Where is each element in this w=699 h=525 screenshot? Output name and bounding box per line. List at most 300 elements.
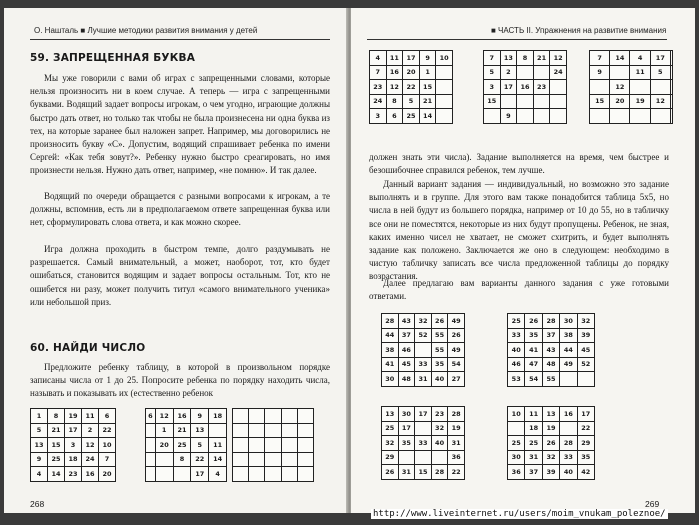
- grid-cell: 3: [484, 80, 501, 95]
- grid-cell: 30: [382, 372, 399, 387]
- grid-row: [382, 450, 465, 465]
- grid-row: [590, 109, 673, 124]
- grid-row: [382, 465, 465, 480]
- grid-row: [590, 51, 673, 66]
- grid-cell: [281, 452, 297, 467]
- grid-cell: 24: [550, 65, 567, 80]
- grid-cell: 38: [382, 343, 399, 358]
- left-page-number: 268: [30, 499, 45, 509]
- right-page: [351, 8, 695, 513]
- grid-cell: 37: [542, 328, 559, 343]
- grid-cell: 49: [560, 357, 577, 372]
- grid-row: [382, 407, 465, 422]
- grid-cell: 48: [542, 357, 559, 372]
- number-grid: [369, 50, 453, 124]
- grid-cell: 16: [173, 409, 191, 424]
- left-running-head: О. Нашталь ■ Лучшие методики развития внимания у детей: [34, 26, 258, 35]
- grid-cell: 2: [500, 65, 517, 80]
- grid-row: [508, 407, 595, 422]
- grid-cell: 11: [630, 65, 650, 80]
- grid-cell: [233, 409, 249, 424]
- grid-cell: 39: [577, 328, 594, 343]
- grid-cell: [500, 94, 517, 109]
- grid-cell: 13: [542, 407, 559, 422]
- grid-cell: 26: [525, 314, 542, 329]
- grid-cell: [533, 109, 550, 124]
- number-grid: [589, 50, 673, 124]
- section-59-title: 59. ЗАПРЕЩЕННАЯ БУКВА: [30, 52, 196, 64]
- grid-cell: 10: [436, 51, 453, 66]
- grid-cell: [297, 409, 313, 424]
- grid-cell: 23: [370, 80, 387, 95]
- grid-cell: [146, 467, 156, 482]
- grid-cell: 16: [560, 407, 577, 422]
- grid-cell: [155, 452, 173, 467]
- number-grid: [507, 313, 595, 387]
- grid-cell: [415, 450, 432, 465]
- grid-row: [484, 80, 567, 95]
- grid-cell: [146, 452, 156, 467]
- grid-cell: 35: [577, 450, 594, 465]
- number-grid: [145, 408, 227, 482]
- section-60-title: 60. НАЙДИ ЧИСЛО: [30, 342, 146, 354]
- grid-cell: 49: [448, 343, 465, 358]
- grid-cell: [431, 450, 448, 465]
- grid-row: [484, 51, 567, 66]
- number-grid: [30, 408, 116, 482]
- grid-cell: 15: [484, 94, 501, 109]
- grid-cell: 12: [386, 80, 403, 95]
- grid-cell: 44: [560, 343, 577, 358]
- grid-cell: 45: [577, 343, 594, 358]
- grid-cell: 43: [542, 343, 559, 358]
- grid-cell: 9: [419, 51, 436, 66]
- grid-cell: 22: [403, 80, 420, 95]
- grid-cell: [560, 372, 577, 387]
- grid-cell: [281, 423, 297, 438]
- grid-cell: 25: [508, 314, 525, 329]
- grid-cell: [436, 80, 453, 95]
- grid-cell: 19: [65, 409, 82, 424]
- grid-cell: 44: [382, 328, 399, 343]
- grid-cell: 49: [448, 314, 465, 329]
- grid-cell: 17: [577, 407, 594, 422]
- grid-cell: 10: [508, 407, 525, 422]
- grid-cell: 15: [590, 94, 610, 109]
- grid-cell: [249, 438, 265, 453]
- grid-cell: [146, 423, 156, 438]
- grid-cell: 14: [209, 452, 227, 467]
- grid-cell: [630, 109, 650, 124]
- grid-row: [508, 314, 595, 329]
- grid-cell: 12: [650, 94, 670, 109]
- grid-cell: 36: [448, 450, 465, 465]
- grid-cell: 52: [415, 328, 432, 343]
- grid-row: [146, 438, 227, 453]
- grid-cell: 17: [398, 421, 415, 436]
- right-paragraph-2: Данный вариант задания — индивидуальный, но возможно это задание выполнять и в группе. Для этого вам также понадобится таблица 5х5, но числа в ней будут из большего порядка, например от 10 до 55, но в табличку все они не поместятся, некоторые из них будут пропущены. Ребенок, не зная, каких именно чисел не хватает, не сможет схитрить, и будет выполнять задание как положено. Заключается же оно в следующем: необходимо в чистую табличку записать все числа предложенной таблицы до порядку возрастания.: [369, 179, 669, 282]
- grid-cell: [650, 109, 670, 124]
- grid-cell: [297, 452, 313, 467]
- grid-cell: 5: [484, 65, 501, 80]
- grid-cell: 23: [65, 467, 82, 482]
- grid-cell: 15: [415, 465, 432, 480]
- grid-cell: 25: [48, 452, 65, 467]
- grid-cell: 40: [431, 372, 448, 387]
- grid-cell: [249, 423, 265, 438]
- grid-cell: 5: [31, 423, 48, 438]
- grid-cell: 17: [500, 80, 517, 95]
- grid-cell: [297, 423, 313, 438]
- grid-cell: 11: [82, 409, 99, 424]
- grid-cell: 8: [386, 94, 403, 109]
- grid-cell: 35: [398, 436, 415, 451]
- grid-cell: 55: [431, 328, 448, 343]
- grid-cell: 25: [173, 438, 191, 453]
- grid-row: [146, 409, 227, 424]
- grid-cell: 8: [517, 51, 534, 66]
- grid-cell: 13: [382, 407, 399, 422]
- grid-cell: 17: [65, 423, 82, 438]
- section-59-paragraph-1: Мы уже говорили с вами об играх с запрещенными словами, которые нельзя произносить ни в коем случае. А теперь — игра с запрещенными буквами. Водящий задает вопросы игрокам, о чем угодно, играющие должны быстро дать ответ, но только так чтобы не была произнесена ни одна буква из тех, на которые заранее был наложен запрет. Например, мы договорились не произносить букву «С». Допустим, водящий спрашивает ребенка по имени Сергей: «Как тебя зовут?». Ребенку нужно быстро среагировать, но имя произнести нельзя. Нужно дать ответ, например, «не помню». И так далее.: [30, 73, 330, 176]
- grid-row: [382, 357, 465, 372]
- right-running-head: ■ ЧАСТЬ II. Упражнения на развитие внимания: [491, 26, 667, 35]
- grid-cell: 26: [382, 465, 399, 480]
- grid-cell: 22: [448, 465, 465, 480]
- grid-row: [370, 109, 453, 124]
- grid-cell: 22: [191, 452, 209, 467]
- grid-cell: 29: [577, 436, 594, 451]
- grid-cell: 9: [500, 109, 517, 124]
- grid-cell: [249, 409, 265, 424]
- grid-cell: 12: [610, 80, 630, 95]
- grid-cell: [209, 423, 227, 438]
- grid-cell: 8: [48, 409, 65, 424]
- grid-cell: [415, 343, 432, 358]
- grid-cell: 1: [155, 423, 173, 438]
- grid-cell: [560, 421, 577, 436]
- grid-row: [590, 80, 673, 95]
- grid-row: [508, 450, 595, 465]
- grid-row: [31, 467, 116, 482]
- grid-cell: 19: [448, 421, 465, 436]
- grid-cell: [550, 109, 567, 124]
- grid-cell: 25: [403, 109, 420, 124]
- grid-cell: [670, 94, 672, 109]
- grid-cell: 6: [146, 409, 156, 424]
- grid-row: [31, 409, 116, 424]
- grid-cell: 21: [48, 423, 65, 438]
- right-paragraph-1: должен знать эти числа). Задание выполняется на время, чем быстрее и безошибочнее справился ребенок, тем лучше.: [369, 152, 669, 176]
- grid-cell: 3: [65, 438, 82, 453]
- grid-cell: [436, 109, 453, 124]
- grid-cell: 26: [431, 314, 448, 329]
- grid-row: [146, 452, 227, 467]
- number-grid: [381, 406, 465, 480]
- grid-cell: 18: [525, 421, 542, 436]
- grid-cell: 21: [419, 94, 436, 109]
- grid-cell: 13: [500, 51, 517, 66]
- grid-row: [31, 423, 116, 438]
- grid-cell: 39: [542, 465, 559, 480]
- grid-cell: 13: [191, 423, 209, 438]
- grid-cell: 23: [533, 80, 550, 95]
- grid-cell: 48: [398, 372, 415, 387]
- grid-cell: 24: [370, 94, 387, 109]
- grid-cell: 17: [403, 51, 420, 66]
- grid-cell: 5: [403, 94, 420, 109]
- grid-cell: [533, 94, 550, 109]
- grid-row: [233, 423, 314, 438]
- grid-row: [382, 328, 465, 343]
- grid-cell: 28: [542, 314, 559, 329]
- grid-cell: 40: [431, 436, 448, 451]
- grid-cell: 4: [370, 51, 387, 66]
- grid-cell: [590, 80, 610, 95]
- grid-cell: [297, 438, 313, 453]
- grid-row: [31, 438, 116, 453]
- grid-cell: 31: [525, 450, 542, 465]
- grid-cell: 22: [577, 421, 594, 436]
- grid-cell: 15: [419, 80, 436, 95]
- grid-row: [370, 80, 453, 95]
- grid-cell: 1: [31, 409, 48, 424]
- grid-cell: 3: [370, 109, 387, 124]
- section-59-paragraph-3: Игра должна проходить в быстром темпе, долго раздумывать не разрешается. Самый внимательный, а может, наоборот, тот, кто будет ошибаться, становится водящим и задает вопросы остальным. Тот, кто не ошибется ни разу, может получить титул «самого внимательного ученика» или небольшой приз.: [30, 244, 330, 307]
- grid-cell: 31: [448, 436, 465, 451]
- grid-cell: [577, 372, 594, 387]
- grid-cell: 4: [630, 51, 650, 66]
- grid-cell: [670, 65, 672, 80]
- grid-cell: 7: [590, 51, 610, 66]
- grid-cell: 29: [382, 450, 399, 465]
- grid-cell: 43: [398, 314, 415, 329]
- grid-cell: 9: [590, 65, 610, 80]
- grid-cell: [508, 421, 525, 436]
- grid-cell: [173, 467, 191, 482]
- grid-cell: 54: [525, 372, 542, 387]
- grid-cell: 5: [650, 65, 670, 80]
- grid-cell: [233, 438, 249, 453]
- grid-cell: 9: [31, 452, 48, 467]
- grid-row: [590, 94, 673, 109]
- grid-cell: [436, 65, 453, 80]
- grid-row: [508, 343, 595, 358]
- grid-cell: [517, 94, 534, 109]
- grid-cell: 40: [508, 343, 525, 358]
- number-grid: [381, 313, 465, 387]
- right-page-number: 269: [645, 499, 660, 509]
- grid-cell: [484, 109, 501, 124]
- grid-cell: 21: [533, 51, 550, 66]
- grid-cell: 11: [386, 51, 403, 66]
- grid-cell: 20: [155, 438, 173, 453]
- section-60-paragraph-1: Предложите ребенку таблицу, в которой в произвольном порядке записаны числа от 1 до 25. Попросите ребенка по порядку находить числа, называть и показывать их (естественно ребенок: [30, 362, 330, 399]
- grid-cell: 16: [517, 80, 534, 95]
- grid-cell: 53: [508, 372, 525, 387]
- grid-cell: 33: [415, 357, 432, 372]
- grid-cell: 2: [82, 423, 99, 438]
- grid-cell: 46: [398, 343, 415, 358]
- grid-cell: 55: [542, 372, 559, 387]
- grid-row: [382, 314, 465, 329]
- grid-cell: 36: [508, 465, 525, 480]
- grid-cell: 14: [48, 467, 65, 482]
- grid-cell: 17: [415, 407, 432, 422]
- grid-cell: 54: [448, 357, 465, 372]
- grid-cell: 28: [382, 314, 399, 329]
- grid-cell: [610, 109, 630, 124]
- grid-cell: 5: [191, 438, 209, 453]
- grid-cell: 35: [525, 328, 542, 343]
- grid-row: [370, 65, 453, 80]
- grid-cell: [233, 467, 249, 482]
- grid-row: [233, 467, 314, 482]
- grid-cell: 19: [630, 94, 650, 109]
- grid-row: [484, 94, 567, 109]
- section-59-paragraph-2: Водящий по очереди обращается с разными вопросами к игрокам, а те должны, вспомнив, есть ли в предполагаемом ответе запрещенная буква или нет, сформулировать слова ответа, и как можно скорее.: [30, 191, 330, 228]
- grid-row: [233, 438, 314, 453]
- grid-cell: 20: [403, 65, 420, 80]
- grid-cell: 8: [173, 452, 191, 467]
- grid-cell: 33: [560, 450, 577, 465]
- grid-row: [382, 372, 465, 387]
- grid-cell: 32: [415, 314, 432, 329]
- grid-cell: 52: [577, 357, 594, 372]
- grid-cell: [281, 409, 297, 424]
- grid-cell: [533, 65, 550, 80]
- grid-cell: [146, 438, 156, 453]
- grid-cell: 41: [525, 343, 542, 358]
- right-paragraph-3: Далее предлагаю вам варианты данного задания с уже готовыми ответами.: [369, 278, 669, 302]
- grid-cell: 47: [525, 357, 542, 372]
- grid-cell: [265, 467, 281, 482]
- grid-row: [382, 421, 465, 436]
- grid-cell: 12: [550, 51, 567, 66]
- grid-cell: 7: [484, 51, 501, 66]
- grid-row: [146, 467, 227, 482]
- grid-cell: 28: [560, 436, 577, 451]
- grid-cell: 15: [48, 438, 65, 453]
- grid-cell: 32: [382, 436, 399, 451]
- grid-cell: [670, 80, 672, 95]
- grid-row: [370, 51, 453, 66]
- grid-cell: [630, 80, 650, 95]
- grid-cell: [398, 450, 415, 465]
- grid-cell: 22: [99, 423, 116, 438]
- grid-cell: 23: [431, 407, 448, 422]
- grid-cell: 19: [542, 421, 559, 436]
- grid-row: [484, 109, 567, 124]
- grid-row: [508, 372, 595, 387]
- grid-cell: 26: [542, 436, 559, 451]
- grid-cell: 37: [398, 328, 415, 343]
- grid-cell: 16: [82, 467, 99, 482]
- grid-row: [484, 65, 567, 80]
- grid-row: [508, 421, 595, 436]
- grid-cell: [610, 65, 630, 80]
- grid-cell: [590, 109, 610, 124]
- grid-cell: [155, 467, 173, 482]
- grid-cell: 40: [560, 465, 577, 480]
- grid-cell: 1: [419, 65, 436, 80]
- grid-cell: 31: [415, 372, 432, 387]
- grid-row: [233, 409, 314, 424]
- grid-cell: 35: [431, 357, 448, 372]
- grid-cell: 55: [431, 343, 448, 358]
- grid-cell: 7: [370, 65, 387, 80]
- grid-cell: 32: [577, 314, 594, 329]
- grid-cell: 20: [99, 467, 116, 482]
- grid-cell: [415, 421, 432, 436]
- grid-cell: [233, 452, 249, 467]
- grid-cell: 9: [191, 409, 209, 424]
- grid-cell: 6: [99, 409, 116, 424]
- number-grid: [507, 406, 595, 480]
- grid-row: [508, 465, 595, 480]
- grid-cell: 41: [382, 357, 399, 372]
- grid-row: [382, 343, 465, 358]
- grid-cell: 4: [31, 467, 48, 482]
- grid-cell: 45: [398, 357, 415, 372]
- grid-cell: 32: [431, 421, 448, 436]
- grid-cell: 6: [386, 109, 403, 124]
- grid-row: [590, 65, 673, 80]
- grid-row: [382, 436, 465, 451]
- grid-cell: 14: [610, 51, 630, 66]
- grid-cell: 18: [65, 452, 82, 467]
- grid-cell: [436, 94, 453, 109]
- grid-cell: 27: [448, 372, 465, 387]
- grid-row: [508, 436, 595, 451]
- grid-cell: 28: [431, 465, 448, 480]
- left-head-rule: [30, 39, 330, 40]
- grid-cell: 25: [525, 436, 542, 451]
- grid-cell: [670, 51, 672, 66]
- grid-cell: 17: [650, 51, 670, 66]
- grid-cell: 25: [382, 421, 399, 436]
- grid-cell: 38: [560, 328, 577, 343]
- grid-cell: 32: [542, 450, 559, 465]
- grid-cell: [233, 423, 249, 438]
- grid-cell: [265, 438, 281, 453]
- grid-cell: 20: [610, 94, 630, 109]
- grid-cell: 13: [31, 438, 48, 453]
- grid-row: [508, 357, 595, 372]
- grid-cell: 33: [508, 328, 525, 343]
- grid-cell: [249, 467, 265, 482]
- left-page: [4, 8, 348, 513]
- grid-cell: [265, 452, 281, 467]
- grid-row: [31, 452, 116, 467]
- grid-cell: 11: [525, 407, 542, 422]
- grid-cell: 26: [448, 328, 465, 343]
- grid-cell: 16: [386, 65, 403, 80]
- grid-cell: 17: [191, 467, 209, 482]
- grid-cell: [265, 409, 281, 424]
- grid-cell: 7: [99, 452, 116, 467]
- grid-cell: 12: [155, 409, 173, 424]
- grid-cell: 24: [82, 452, 99, 467]
- grid-cell: 12: [82, 438, 99, 453]
- grid-cell: [265, 423, 281, 438]
- grid-cell: 30: [398, 407, 415, 422]
- grid-cell: 21: [173, 423, 191, 438]
- grid-cell: 11: [209, 438, 227, 453]
- grid-cell: [650, 80, 670, 95]
- grid-row: [508, 328, 595, 343]
- grid-row: [233, 452, 314, 467]
